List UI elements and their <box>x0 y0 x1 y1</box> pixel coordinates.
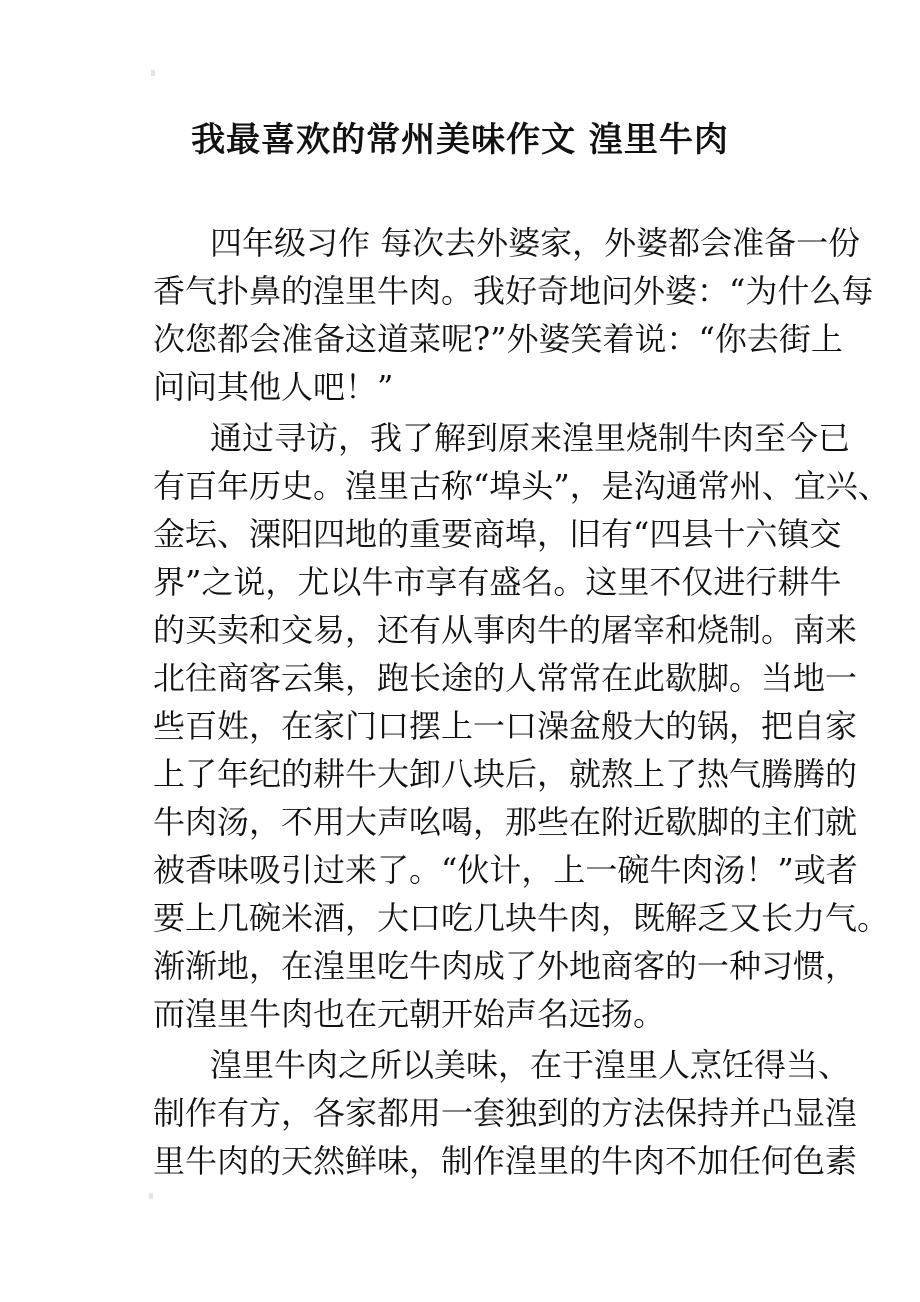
text-line: 香气扑鼻的湟里牛肉。我好奇地问外婆：“为什么每 <box>153 272 874 310</box>
text-line: 金坛、溧阳四地的重要商埠，旧有“四县十六镇交 <box>153 515 842 553</box>
document-body <box>153 219 890 1188</box>
text-line: 些百姓，在家门口摆上一口澡盆般大的锅，把自家 <box>153 707 858 745</box>
paragraph <box>153 414 890 1038</box>
text-line: 上了年纪的耕牛大卸八块后，就熬上了热气腾腾的 <box>153 755 858 793</box>
text-line: 四年级习作 每次去外婆家，外婆都会准备一份 <box>210 224 861 262</box>
text-line: 要上几碗米酒，大口吃几块牛肉，既解乏又长力气。 <box>153 899 890 937</box>
text-line: 牛肉汤，不用大声吆喝，那些在附近歇脚的主们就 <box>153 803 858 841</box>
paragraph <box>153 1041 858 1185</box>
text-line: 被香味吸引过来了。“伙计，上一碗牛肉汤！”或者 <box>153 851 858 889</box>
text-line: 里牛肉的天然鲜味，制作湟里的牛肉不加任何色素 <box>153 1142 858 1180</box>
text-line: 的买卖和交易，还有从事肉牛的屠宰和烧制。南来 <box>153 611 858 649</box>
text-line: 界”之说，尤以牛市享有盛名。这里不仅进行耕牛 <box>153 563 842 601</box>
text-line: 制作有方，各家都用一套独到的方法保持并凸显湟 <box>153 1094 858 1132</box>
text-line: 问问其他人吧！” <box>153 368 394 406</box>
scan-mark-top <box>151 70 155 76</box>
text-line: 湟里牛肉之所以美味，在于湟里人烹饪得当、 <box>210 1046 851 1084</box>
document-title: 我最喜欢的常州美味作文 湟里牛肉 <box>191 120 729 160</box>
text-line: 北往商客云集，跑长途的人常常在此歇脚。当地一 <box>153 659 858 697</box>
text-line: 而湟里牛肉也在元朝开始声名远扬。 <box>153 995 666 1033</box>
text-line: 次您都会准备这道菜呢?”外婆笑着说：“你去街上 <box>153 320 843 358</box>
scan-mark-bottom <box>149 1193 153 1199</box>
text-line: 有百年历史。湟里古称“埠头”，是沟通常州、宜兴、 <box>153 467 890 505</box>
text-line: 通过寻访，我了解到原来湟里烧制牛肉至今已 <box>210 419 851 457</box>
paragraph <box>153 219 874 411</box>
text-line: 渐渐地，在湟里吃牛肉成了外地商客的一种习惯， <box>153 947 858 985</box>
